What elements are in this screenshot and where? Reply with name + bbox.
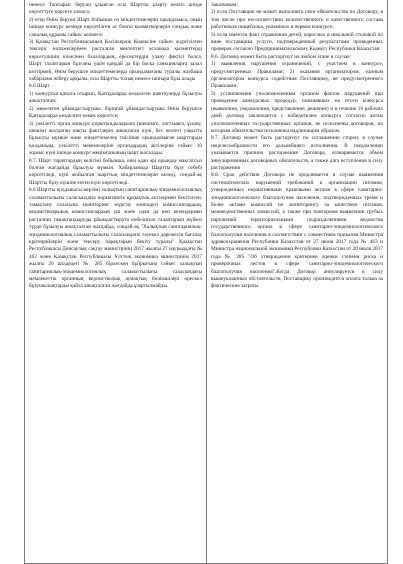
bilingual-contract-table [24, 0, 388, 564]
kz-section-heading-8-6: 8.6.Шарт [29, 83, 50, 90]
ru-clause-8-6: 8.6. Договор может быть расторгнут на любом этапе в случае: [211, 53, 352, 60]
kz-paragraph-7: 3) уәкілетті орган конкурс қорытындыларына (шешімге, хаттамаға, ұсыну, шешім) жолдаған нақты фактілерін анықтаған күні, бес кезтегі уақытта бұзылуы мүмкін және міндеттемелер тиісінше орындалмаған шарттарды қолданады, уәкілетті мекемелеріне органдардың актілеріне сәйкес 10 жұмыс күні ішінде конкурс жеңімпазының шарт жасалады. [29, 120, 202, 157]
kz-clause-8-7: 8.7. Шарт тараптардың келісімі бойынша, оны одан әрі орындау мақсатсыз болған жағдайда бұзылуы мүмкін. Хабарламада Шартты бұзу себебі көрсетіледі, күні жойылған шарттың міндеттемелерін келеді, сондай-ақ Шартты бұзу күшіне енген күні көрсетіледі. [29, 157, 202, 186]
ru-paragraph-2: 2) если Поставщик не может выполнить свои обязательства по Договору, в том числе при несоответствии количественного и качественного состава работников пищеблока, указанных в первом конкурсе; [211, 9, 383, 31]
ru-clause-8-7: 8.7. Договор может быть расторгнут по соглашению сторон, в случае нецелесообразности его дальнейшего исполнения. В уведомлении указывается причина расторжения Договора, оговаривается объем аннулированных договорных обязательств, а также дата вступления в силу расторжения [211, 135, 383, 171]
kz-clause-8-8: 8.8 Шартты қолданысы мерзімі халықтың санитариялық-эпидемиологиялық саламаттылығы саласындағы нормативтік құқықтық актілермен бекітілген, тамақтану саласына мониторинг жүргізу жөніндегі комиссиялардың, ведомствоаралық комиссиялардың үш және одан да көп кезеңдермен расталған тамақтандыруды ұйымдастыруға көбелиғын талаптарын жүйелі түрде бұзылуы анықталған жағдайда, сондай-ақ "Халықтың санитариялық-эпидемиологиялық саламаттылығы саласындағы тәуекел дәрежесін бағалау критерийлерін және тексеру парақтарын бекіту туралы" Қазақстан Республикасы Денсаулық сақтау министрінің 2017 жылғы 27 наурыздағы № 463 және Қазақстан Республикасы Ұлттық экономика министрінің 2017 жылғы 20 шілдедегі № 285 бірлескен бұйрығына сәйкес халықтың санитариялық-эпидемиологиялық саламаттылығы саласындағы мемлекеттік органның ведомстволық аумақтық бөлімшілері өрескел бұзушылықтарды қайта анықталған жағдайда ұзартылмайды. [29, 187, 203, 290]
ru-clause-8-8: 8.8. Срок действия Договора не продлевается в случае выявления систематических нарушений требований к организации питания, утвержденных нормативными правовыми актами в сфере санитарно-эпидемиологического благополучия населения, подтвержденных тремя и более актами комиссий по мониторингу за качеством питания, межведомственных комиссий, а также при повторном выявлении грубых нарушений территориальными подразделениями ведомства государственного органа в сфере санитарно-эпидемиологического благополучия населения в соответствии с совместным приказом Министра здравоохранения Республики Казахстан от 27 июня 2017 года № 463 и Министра национальной экономики Республики Казахстан от 20 июля 2017 года № 285 "Об утверждении критериев оценки степени риска и проверочных листов в сфере санитарно-эпидемиологического благополучия населения".Когда Договор аннулируется в силу вышеуказанных обстоятельств, Поставщику производится оплата только за фактические затраты [211, 172, 383, 290]
kazakh-text-column [25, 0, 206, 563]
kz-paragraph-6: 2) жекелеген ұйымдастырушы, біріңғай ұйымдастырушы Өнім берушіге Қағидаларда көзделген көмек көрсетсе; [29, 105, 202, 120]
kz-paragraph-2: 2) егер Өнім беруші Шарт бойынша өз міндеттемелерін орындамаса, оның ішінде конкурс кезінде көрсетілген ас блогы қызметкерлерін сондық және саналық құрамы сайкес келмесе; [29, 16, 202, 38]
ru-paragraph-1: Заказчиком; [211, 2, 239, 8]
kz-paragraph-1: немесе Тапсырыс беруші ұсынған осы Шартты ұзарту келесі шінде көрсеттуге көрсете алмаса; [29, 2, 202, 16]
russian-text-column [206, 0, 387, 563]
ru-paragraph-5: 1) выявления нарушения ограничений, с участием в конкурсе, предусмотренных Правилами; 2) оказания организатором, единым организатором конкурса содействия Поставщику, не предусмотренного Правилами; [211, 61, 383, 90]
kz-paragraph-3: 3) Қазақстан Республикасының Кәсіпкерлік Кодексіне сайкес жүргізілген тексеріс нәтижелерімен расталған мектептегі асханада қызметтерді көрсетушінің кінәсінен балалардың, ересектердің улану фактісі болса, Шарт талаптарын бұзғаны үшін қандай да бір басқа санкцияларға залал келтірмей, Өнім берушіге міндеттемелерді орындамағаны туралы жазбаша хабарлама жіберу арқылы, осы Шартты толық немесе ішінара бұза алады [29, 39, 202, 83]
ru-paragraph-6: 3) установления уполномоченным органом фактов нарушений при проведении конкурсных процедур, повлиявших на итоги конкурса (выявления, уведомления, представление, решение) и в течение 10 рабочих дней договор заключается с победителем конкурса согласно актам уполномоченных государственных органов, не исполнены договоров, по которым обязательства исполнены надлежащим образом. [211, 90, 383, 134]
kz-paragraph-5: 1) конкурска қатыса отырып, Қағидаларда көзделген шектеулерді бұзылуы анықталған; [29, 90, 202, 105]
ru-paragraph-3: 3) если имеется факт отравления детей, взрослых в школьной столовой по вине поставщика услуги, подтвержденный результатами проведенных проверок согласно Предпринимательскому Кодексу Республики Казахстан. [211, 31, 383, 53]
